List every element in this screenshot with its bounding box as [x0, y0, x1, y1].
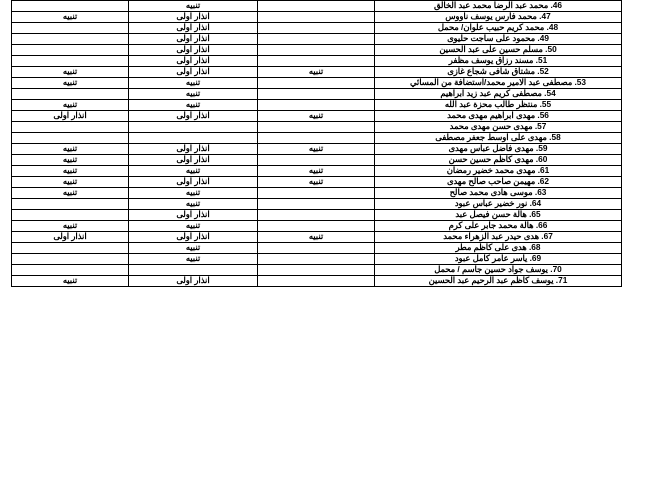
cell-name: 71. يوسف كاظم عبد الرحيم عبد الحسين: [375, 276, 622, 287]
cell-col3: تنبيه: [129, 100, 258, 111]
table-row: [12, 89, 622, 100]
cell-col2: تنبيه: [12, 166, 129, 177]
cell-col2: تنبيه: [12, 276, 129, 287]
cell-col2: [12, 199, 129, 210]
cell-name: 69. ياسر عامر كامل عبود: [375, 254, 622, 265]
cell-col2: تنبيه: [12, 12, 129, 23]
cell-col2: [12, 23, 129, 34]
cell-col2: [12, 243, 129, 254]
table-row: [12, 78, 622, 89]
cell-name: 52. مشتاق شافى شجاع غازى: [375, 67, 622, 78]
cell-col4: [258, 89, 375, 100]
cell-name: 55. منتظر طالب محزة عبد الله: [375, 100, 622, 111]
cell-col2: [12, 122, 129, 133]
table-row: [12, 100, 622, 111]
cell-name: 70. يوسف جواد حسين جاسم / محمل: [375, 265, 622, 276]
cell-col3: تنبيه: [129, 199, 258, 210]
cell-name: 65. هالة حسن فيصل عبد: [375, 210, 622, 221]
cell-col4: تنبيه: [258, 166, 375, 177]
cell-col2: [12, 210, 129, 221]
table-row: [12, 254, 622, 265]
table-row: [12, 23, 622, 34]
records-table: [11, 0, 622, 287]
cell-col4: [258, 155, 375, 166]
cell-col3: انذار اولى: [129, 177, 258, 188]
cell-name: 57. مهدى حسن مهدى محمد: [375, 122, 622, 133]
cell-name: 62. مهيمن صاحب صالح مهدى: [375, 177, 622, 188]
cell-col4: [258, 1, 375, 12]
cell-name: 49. محمود على ساجت حليوى: [375, 34, 622, 45]
table-row: [12, 155, 622, 166]
table-row: [12, 67, 622, 78]
cell-name: 64. نور خضير عباس عبود: [375, 199, 622, 210]
table-row: [12, 177, 622, 188]
table-row: [12, 276, 622, 287]
cell-col3: انذار اولى: [129, 45, 258, 56]
cell-col3: انذار اولى: [129, 111, 258, 122]
cell-name: 51. مسند رزاق يوسف مظفر: [375, 56, 622, 67]
cell-col4: [258, 188, 375, 199]
table-row: [12, 122, 622, 133]
cell-col3: تنبيه: [129, 243, 258, 254]
cell-col2: تنبيه: [12, 177, 129, 188]
cell-col3: انذار اولى: [129, 34, 258, 45]
cell-col3: انذار اولى: [129, 23, 258, 34]
cell-col2: [12, 1, 129, 12]
cell-col3: تنبيه: [129, 78, 258, 89]
cell-col3: تنبيه: [129, 1, 258, 12]
cell-col3: تنبيه: [129, 221, 258, 232]
table-row: [12, 144, 622, 155]
cell-col3: [129, 133, 258, 144]
cell-name: 67. هدى حيدر عبد الزهراء محمد: [375, 232, 622, 243]
table-row: [12, 221, 622, 232]
cell-col2: تنبيه: [12, 188, 129, 199]
cell-col4: [258, 210, 375, 221]
cell-col2: [12, 133, 129, 144]
cell-col4: [258, 265, 375, 276]
table-row: [12, 12, 622, 23]
cell-name: 66. هالة محمد جابر على كرم: [375, 221, 622, 232]
cell-col2: [12, 254, 129, 265]
cell-col2: تنبيه: [12, 67, 129, 78]
table-row: [12, 210, 622, 221]
cell-name: 60. مهدى كاظم حسين حسن: [375, 155, 622, 166]
cell-col3: انذار اولى: [129, 67, 258, 78]
table-row: [12, 166, 622, 177]
cell-col2: انذار اولى: [12, 232, 129, 243]
cell-col3: انذار اولى: [129, 276, 258, 287]
cell-name: 59. مهدى فاضل عباس مهدى: [375, 144, 622, 155]
cell-col4: [258, 78, 375, 89]
table-row: [12, 45, 622, 56]
records-table-wrapper: [40, 0, 622, 287]
cell-col3: [129, 122, 258, 133]
cell-col4: تنبيه: [258, 177, 375, 188]
cell-col2: [12, 265, 129, 276]
cell-col2: [12, 34, 129, 45]
cell-name: 46. محمد عبد الرضا محمد عبد الخالق: [375, 1, 622, 12]
table-row: [12, 243, 622, 254]
cell-col2: انذار اولى: [12, 111, 129, 122]
cell-col3: انذار اولى: [129, 144, 258, 155]
cell-col2: [12, 45, 129, 56]
table-row: [12, 56, 622, 67]
cell-col4: [258, 34, 375, 45]
cell-col4: [258, 133, 375, 144]
cell-col4: [258, 199, 375, 210]
cell-name: 53. مصطفى عبد الامير محمد/استضافة من المسائي: [375, 78, 622, 89]
cell-col4: [258, 100, 375, 111]
cell-col2: تنبيه: [12, 155, 129, 166]
cell-name: 47. محمد فارس يوسف ناووس: [375, 12, 622, 23]
cell-col4: [258, 12, 375, 23]
cell-col3: تنبيه: [129, 166, 258, 177]
cell-col3: انذار اولى: [129, 56, 258, 67]
table-row: [12, 265, 622, 276]
cell-col2: [12, 89, 129, 100]
cell-col3: تنبيه: [129, 254, 258, 265]
cell-col3: انذار اولى: [129, 210, 258, 221]
cell-col4: [258, 45, 375, 56]
cell-col3: [129, 265, 258, 276]
cell-name: 58. مهدى على اوسط جعفر مصطفى: [375, 133, 622, 144]
cell-col3: تنبيه: [129, 188, 258, 199]
cell-col3: انذار اولى: [129, 12, 258, 23]
cell-col2: تنبيه: [12, 78, 129, 89]
table-row: [12, 111, 622, 122]
cell-name: 68. هدى على كاظم مطر: [375, 243, 622, 254]
cell-name: 61. مهدى محمد خضير رمضان: [375, 166, 622, 177]
cell-col2: [12, 56, 129, 67]
cell-col4: [258, 23, 375, 34]
cell-name: 63. موسى هادى محمد صالح: [375, 188, 622, 199]
cell-name: 54. مصطفى كريم عبد زيد ابراهيم: [375, 89, 622, 100]
cell-col4: [258, 243, 375, 254]
cell-col4: تنبيه: [258, 67, 375, 78]
cell-col4: [258, 56, 375, 67]
cell-name: 56. مهدى ابراهيم مهدى محمد: [375, 111, 622, 122]
cell-col4: [258, 221, 375, 232]
cell-name: 50. مسلم حسين على عبد الحسين: [375, 45, 622, 56]
cell-col2: تنبيه: [12, 144, 129, 155]
table-row: [12, 1, 622, 12]
table-row: [12, 232, 622, 243]
cell-col4: تنبيه: [258, 232, 375, 243]
cell-col2: تنبيه: [12, 221, 129, 232]
cell-col4: [258, 254, 375, 265]
cell-col3: انذار اولى: [129, 155, 258, 166]
cell-name: 48. محمد كريم حبيب علوان/ محمل: [375, 23, 622, 34]
table-row: [12, 199, 622, 210]
table-row: [12, 188, 622, 199]
cell-col2: تنبيه: [12, 100, 129, 111]
cell-col4: تنبيه: [258, 144, 375, 155]
cell-col4: [258, 276, 375, 287]
records-table-body: [12, 1, 622, 287]
cell-col4: [258, 122, 375, 133]
table-row: [12, 133, 622, 144]
cell-col4: تنبيه: [258, 111, 375, 122]
table-row: [12, 34, 622, 45]
cell-col3: تنبيه: [129, 89, 258, 100]
cell-col3: انذار اولى: [129, 232, 258, 243]
